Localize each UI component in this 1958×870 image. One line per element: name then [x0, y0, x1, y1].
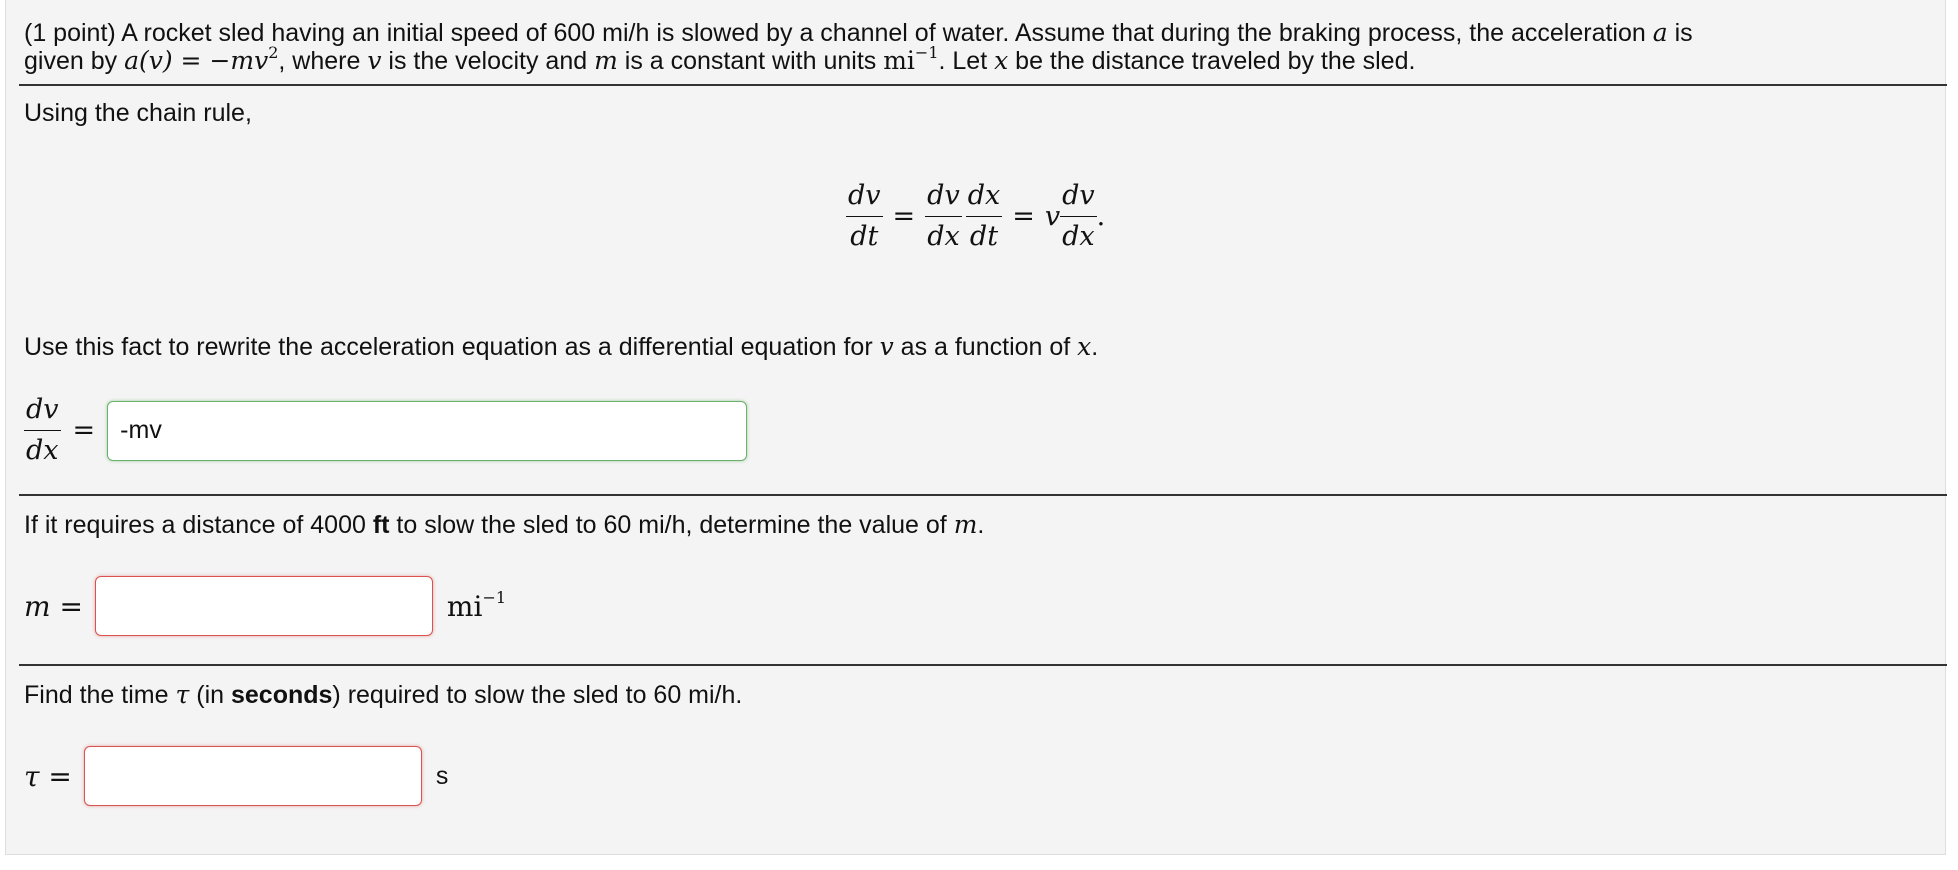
equals-sign: =: [892, 201, 916, 232]
var-v: v: [367, 46, 382, 75]
text: is a constant with units: [617, 47, 884, 75]
bold-seconds: seconds: [230, 681, 333, 709]
var-tau: τ: [175, 680, 190, 709]
text: Find the time: [24, 681, 176, 709]
fraction-dv-dx-2: [1060, 180, 1097, 253]
dvdx-answer-input[interactable]: -mv: [107, 401, 747, 461]
text: be the distance traveled by the sled.: [1008, 47, 1416, 75]
problem-statement-line2: [24, 44, 1415, 78]
divider: [19, 84, 1947, 86]
numerator: dx: [967, 180, 1001, 211]
divider: [19, 494, 1947, 496]
problem-container: [5, 0, 1946, 855]
answer-row-m: [24, 576, 506, 636]
tau-label: τ =: [24, 759, 72, 793]
intro-is: is: [1667, 19, 1693, 47]
unit-mi: mi: [446, 589, 483, 623]
text: is the velocity and: [381, 47, 595, 75]
answer-row-tau: [24, 746, 448, 806]
var-m: m: [953, 510, 978, 539]
divider: [19, 664, 1947, 666]
var-v: v: [879, 332, 894, 361]
denominator: dx: [1062, 221, 1095, 252]
m-answer-input[interactable]: [95, 576, 433, 636]
numerator: dv: [848, 180, 881, 211]
fraction-dx-dt: [966, 180, 1003, 253]
intro-text: (1 point) A rocket sled having an initial speed of 600 mi/h is slowed by a channel of water. Assume that during the braking process, the acceleration: [24, 19, 1653, 47]
text: If it requires a distance of 4000: [24, 511, 373, 539]
m-unit: [447, 590, 506, 623]
tau-answer-input[interactable]: [84, 746, 422, 806]
text: .: [977, 511, 985, 539]
given-by: given by: [24, 47, 125, 75]
unit-mi: mi: [883, 46, 915, 75]
period: .: [1096, 201, 1106, 232]
text: as a function of: [893, 333, 1078, 361]
denominator: dt: [969, 221, 999, 252]
bold-ft: ft: [372, 511, 390, 539]
m-label: m =: [24, 589, 83, 623]
chain-rule-text: Using the chain rule,: [24, 99, 252, 127]
answer-row-dvdx: [24, 394, 747, 467]
part3-question: [24, 678, 742, 712]
part2-question: [24, 508, 984, 542]
text: ) required to slow the sled to 60 mi/h.: [332, 681, 743, 709]
numerator: dv: [1062, 180, 1095, 211]
equals-sign: =: [1012, 201, 1035, 232]
equals-sign: =: [72, 415, 96, 446]
text: , where: [278, 47, 368, 75]
text: Use this fact to rewrite the acceleration equation as a differential equation for: [24, 333, 880, 361]
fraction-dv-dt: [846, 180, 883, 253]
instruction-text: [24, 330, 1098, 364]
text: .: [1091, 333, 1099, 361]
answer-label-dv-dx: [24, 394, 61, 467]
fraction-dv-dx: [925, 180, 962, 253]
var-a: a: [1652, 18, 1668, 47]
denominator: dx: [26, 435, 59, 466]
chain-rule-equation: [846, 180, 1105, 253]
unit-exponent: −1: [482, 588, 507, 608]
accel-formula: a(v) = −mv: [124, 46, 269, 75]
denominator: dx: [927, 221, 960, 252]
numerator: dv: [26, 394, 59, 425]
text: (in: [189, 681, 231, 709]
unit-exponent: −1: [914, 42, 939, 62]
var-x: x: [1077, 332, 1092, 361]
tau-unit: s: [435, 761, 449, 790]
denominator: dt: [850, 221, 879, 252]
text: to slow the sled to 60 mi/h, determine the value of: [389, 511, 954, 539]
var-x: x: [994, 46, 1009, 75]
var-m: m: [594, 46, 618, 75]
text: . Let: [938, 47, 995, 75]
numerator: dv: [927, 180, 960, 211]
exponent-2: 2: [268, 42, 279, 62]
var-v: v: [1044, 201, 1061, 232]
